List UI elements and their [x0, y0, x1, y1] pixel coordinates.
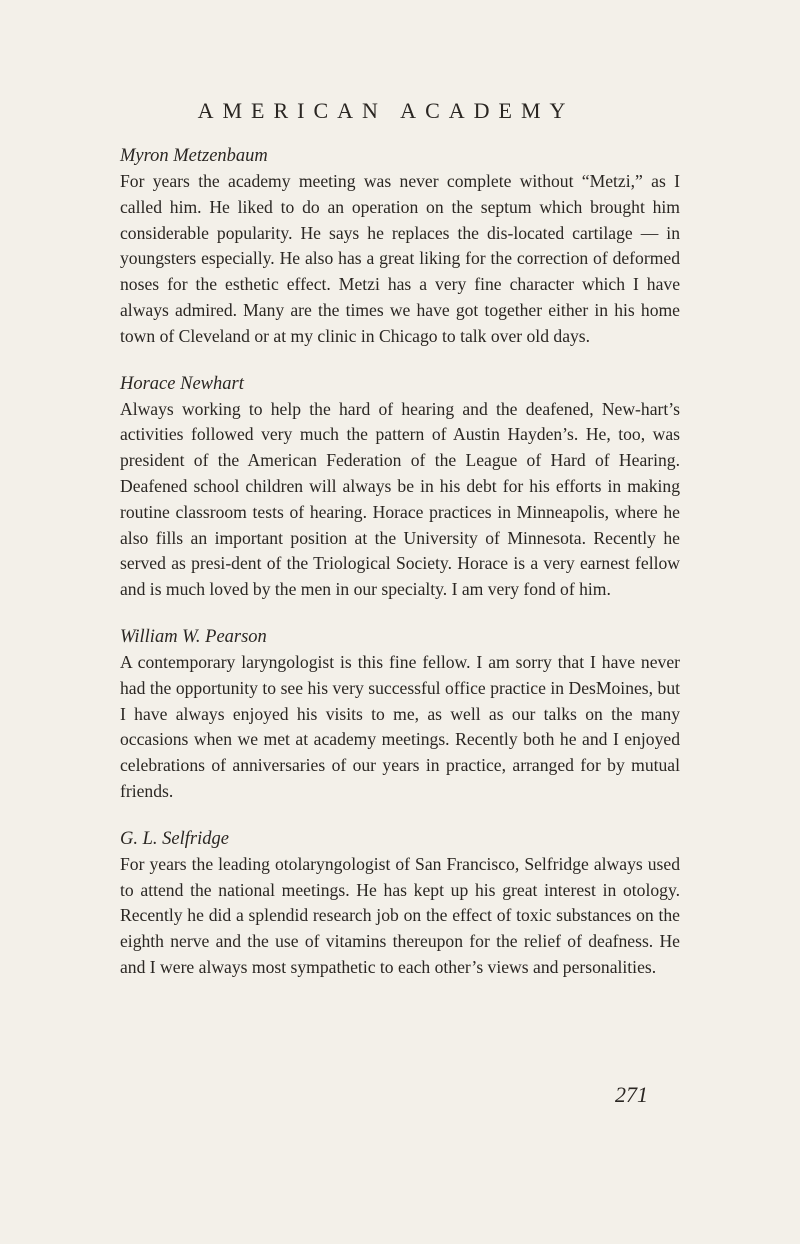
entry-body: For years the academy meeting was never complete without “Metzi,” as I called him. He liked to do an operation on the septum which brought him considerable popularity. He says he replaces the dis-located cartilage — in youngsters especially. He also has a great liking for the correction of deformed noses for the esthetic effect. Metzi has a very fine character which I have always admired. Many are the times we have got together either in his home town of Cleveland or at my clinic in Chicago to talk over old days.	[120, 171, 680, 346]
entry-name: Myron Metzenbaum	[120, 146, 268, 166]
entry-name: G. L. Selfridge	[120, 828, 229, 849]
entry-newhart	[120, 371, 680, 603]
entry-metzenbaum	[120, 143, 680, 350]
entry-name: William W. Pearson	[120, 626, 267, 647]
entry-body: Always working to help the hard of hearing and the deafened, New-hart’s activities followed very much the pattern of Austin Hayden’s. He, too, was president of the American Federation of the League of Hard of Hearing. Deafened school children will always be in his debt for his efforts in making routine classroom tests of hearing. Horace practices in Minneapolis, where he also fills an important position at the University of Minnesota. Recently he served as presi-dent of the Triological Society. Horace is a very earnest fellow and is much loved by the men in our specialty. I am very fond of him.	[120, 398, 680, 600]
entry-body: A contemporary laryngologist is this fine fellow. I am sorry that I have never had the opportunity to see his very successful office practice in DesMoines, but I have always enjoyed his visits to me, as well as our talks on the many occasions when we met at academy meetings. Recently both he and I enjoyed celebrations of anniversaries of our years in practice, arranged for by mutual friends.	[120, 651, 680, 801]
running-head: AMERICAN ACADEMY	[197, 98, 575, 123]
entry-name: Horace Newhart	[120, 373, 244, 394]
entry-selfridge	[120, 826, 680, 981]
page-content	[120, 143, 680, 1002]
page-number: 271	[615, 1082, 648, 1107]
entry-body: For years the leading otolaryngologist of San Francisco, Selfridge always used to attend the national meetings. He has kept up his great interest in otology. Recently he did a splendid research job on the effect of toxic substances on the eighth nerve and the use of vitamins thereupon for the relief of deafness. He and I were always most sympathetic to each other’s views and personalities.	[120, 853, 680, 977]
entry-pearson	[120, 624, 680, 805]
